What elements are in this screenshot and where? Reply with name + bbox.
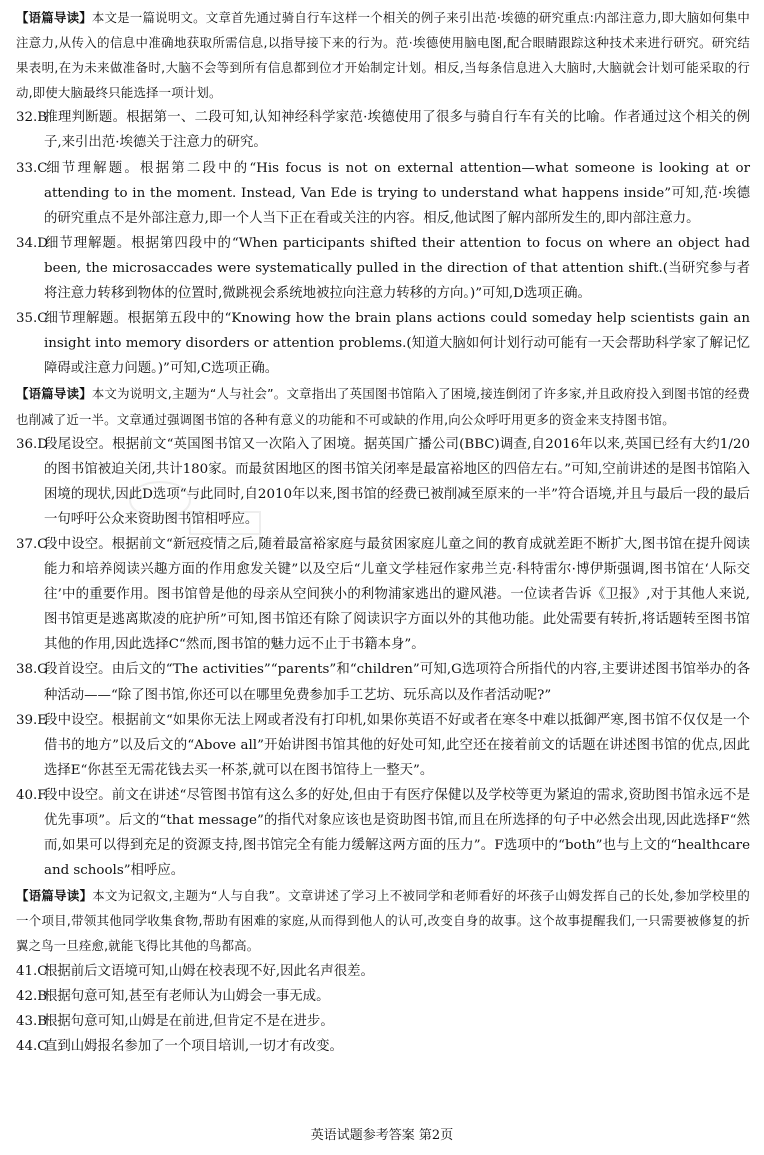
answer-explanation: 段中设空。根据前文“如果你无法上网或者没有打印机,如果你英语不好或者在寒冬中难以抵御严寒,图书馆不仅仅是一个借书的地方”以及后文的“Above all”开始讲图书馆其他的好处可知,此空还在接着前文的话题在讲述图书馆的优点,因此选择E“你甚至无需花钱去买一杯茶,就可以在图书馆待上一整天”。 [44,712,750,778]
reading-guide-text: 本文为说明文,主题为“人与社会”。文章指出了英国图书馆陷入了困境,接连倒闭了许多家,并且政府投入到图书馆的经费也削减了近一半。文章通过强调图书馆的各种有意义的功能和不可或缺的作用,向公众呼吁用更多的资金来支持图书馆。 [16,386,750,427]
reading-guide-paragraph [16,5,750,105]
answer-item [16,708,750,783]
answer-number: 37.C [16,536,48,552]
answer-number: 34.D [16,235,49,251]
reading-guide-tag: 【语篇导读】 [16,888,93,904]
answer-explanation: 直到山姆报名参加了一个项目培训,一切才有改变。 [44,1038,343,1054]
answer-item [16,984,750,1009]
answer-number: 42.B [16,988,48,1004]
answer-item [16,1009,750,1034]
answer-number: 32.B [16,110,48,126]
answer-explanation: 段首设空。由后文的“The activities”“parents”和“children”可知,G选项符合所指代的内容,主要讲述图书馆举办的各种活动——“除了图书馆,你还可以在哪里免费参加手工艺坊、玩乐高以及作者活动呢?” [44,662,750,703]
answer-number: 35.C [16,311,48,327]
answer-explanation: 根据句意可知,山姆是在前进,但肯定不是在进步。 [44,1013,334,1029]
answer-explanation: 根据前后文语境可知,山姆在校表现不好,因此名声很差。 [44,963,374,979]
reading-guide-paragraph [16,381,750,431]
answer-explanation: 细节理解题。根据第四段中的“When participants shifted their attention to focus on where an object had been, the microsaccades were systematically pulled in the direction of that attention shift.(当研究参与者将注意力转移到物体的位置时,微跳视会系统地被拉向注意力转移的方向。)”可知,D选项正确。 [44,235,750,302]
answer-item [16,105,750,155]
answer-item [16,657,750,707]
answer-explanation: 推理判断题。根据第一、二段可知,认知神经科学家范·埃德使用了很多与骑自行车有关的比喻。作者通过这个相关的例子,来引出范·埃德关于注意力的研究。 [44,110,750,151]
answer-number: 39.E [16,712,48,728]
answer-number: 33.C [16,160,48,176]
reading-guide-text: 本文是一篇说明文。文章首先通过骑自行车这样一个相关的例子来引出范·埃德的研究重点:内部注意力,即大脑如何集中注意力,从传入的信息中准确地获取所需信息,以指导接下来的行为。范·埃德使用脑电图,配合眼睛跟踪这种技术来进行研究。研究结果表明,在为未来做准备时,大脑不会等到所有信息都到位才开始制定计划。相反,当每条信息进入大脑时,大脑就会计划可能采取的行动,即使大脑最终只能选择一项计划。 [16,10,750,101]
answer-item [16,532,750,657]
reading-guide-text: 本文为记叙文,主题为“人与自我”。文章讲述了学习上不被同学和老师看好的坏孩子山姆发挥自己的长处,参加学校里的一个项目,带领其他同学收集食物,帮助有困难的家庭,从而得到他人的认可,改变自身的故事。这个故事提醒我们,一只需要被修复的折翼之鸟一旦痊愈,就能飞得比其他的鸟都高。 [16,888,750,954]
answer-explanation: 段中设空。根据前文“新冠疫情之后,随着最富裕家庭与最贫困家庭儿童之间的教育成就差距不断扩大,图书馆在提升阅读能力和培养阅读兴趣方面的作用愈发关键”以及空后“儿童文学桂冠作家弗兰克·科特雷尔·博伊斯强调,图书馆在‘人际交往’中的重要作用。图书馆曾是他的母亲从空间狭小的利物浦家逃出的避风港。一位读者告诉《卫报》,对于其他人来说,图书馆更是逃离欺凌的庇护所”可知,图书馆还有除了阅读识字方面以外的其他功能。此处需要有转折,将话题转至图书馆其他的作用,因此选择C“然而,图书馆的魅力远不止于书籍本身”。 [44,536,750,653]
answer-item [16,783,750,883]
answer-number: 36.D [16,436,49,452]
answer-content [16,5,750,1059]
answer-item [16,432,750,532]
answer-explanation: 段中设空。前文在讲述“尽管图书馆有这么多的好处,但由于有医疗保健以及学校等更为紧迫的需求,资助图书馆永远不是优先事项”。后文的“that message”的指代对象应该也是资助图书馆,而且在所选择的句子中必然会出现,因此选择F“然而,如果可以得到充足的资源支持,图书馆完全有能力缓解这两方面的压力”。F选项中的“both”也与上文的“healthcare and schools”相呼应。 [44,787,750,879]
answer-number: 41.C [16,963,48,979]
reading-guide-paragraph [16,883,750,958]
answer-number: 40.F [16,787,47,803]
answer-item [16,306,750,381]
answer-explanation: 根据句意可知,甚至有老师认为山姆会一事无成。 [44,988,330,1004]
reading-guide-tag: 【语篇导读】 [16,386,92,402]
answer-item [16,231,750,306]
answer-item [16,156,750,231]
answer-explanation: 细节理解题。根据第二段中的“His focus is not on external attention—what someone is looking at or attending to in the moment. Instead, Van Ede is trying to understand what happens inside”可知,范·埃德的研究重点不是外部注意力,即一个人当下正在看或关注的内容。相反,他试图了解内部所发生的,即内部注意力。 [44,160,750,226]
answer-item [16,1034,750,1059]
answer-item [16,959,750,984]
reading-guide-tag: 【语篇导读】 [16,10,92,25]
answer-explanation: 细节理解题。根据第五段中的“Knowing how the brain plans actions could someday help scientists gain an insight into memory disorders or attention problems.(知道大脑如何计划行动可能有一天会帮助科学家了解记忆障碍或注意力问题。)”可知,C选项正确。 [44,311,750,377]
answer-number: 43.B [16,1013,48,1029]
page-footer: 英语试题参考答案 第2页 [310,1128,454,1143]
answer-explanation: 段尾设空。根据前文“英国图书馆又一次陷入了困境。据英国广播公司(BBC)调查,自2016年以来,英国已经有大约1/20的图书馆被迫关闭,共计180家。而最贫困地区的图书馆关闭率是最富裕地区的四倍左右。”可知,空前讲述的是图书馆陷入困境的现状,因此D选项“与此同时,自2010年以来,图书馆的经费已被削减至原来的一半”符合语境,并且与最后一段的最后一句呼吁公众来资助图书馆相呼应。 [44,436,750,527]
answer-number: 38.G [16,662,48,678]
answer-number: 44.C [16,1038,48,1054]
